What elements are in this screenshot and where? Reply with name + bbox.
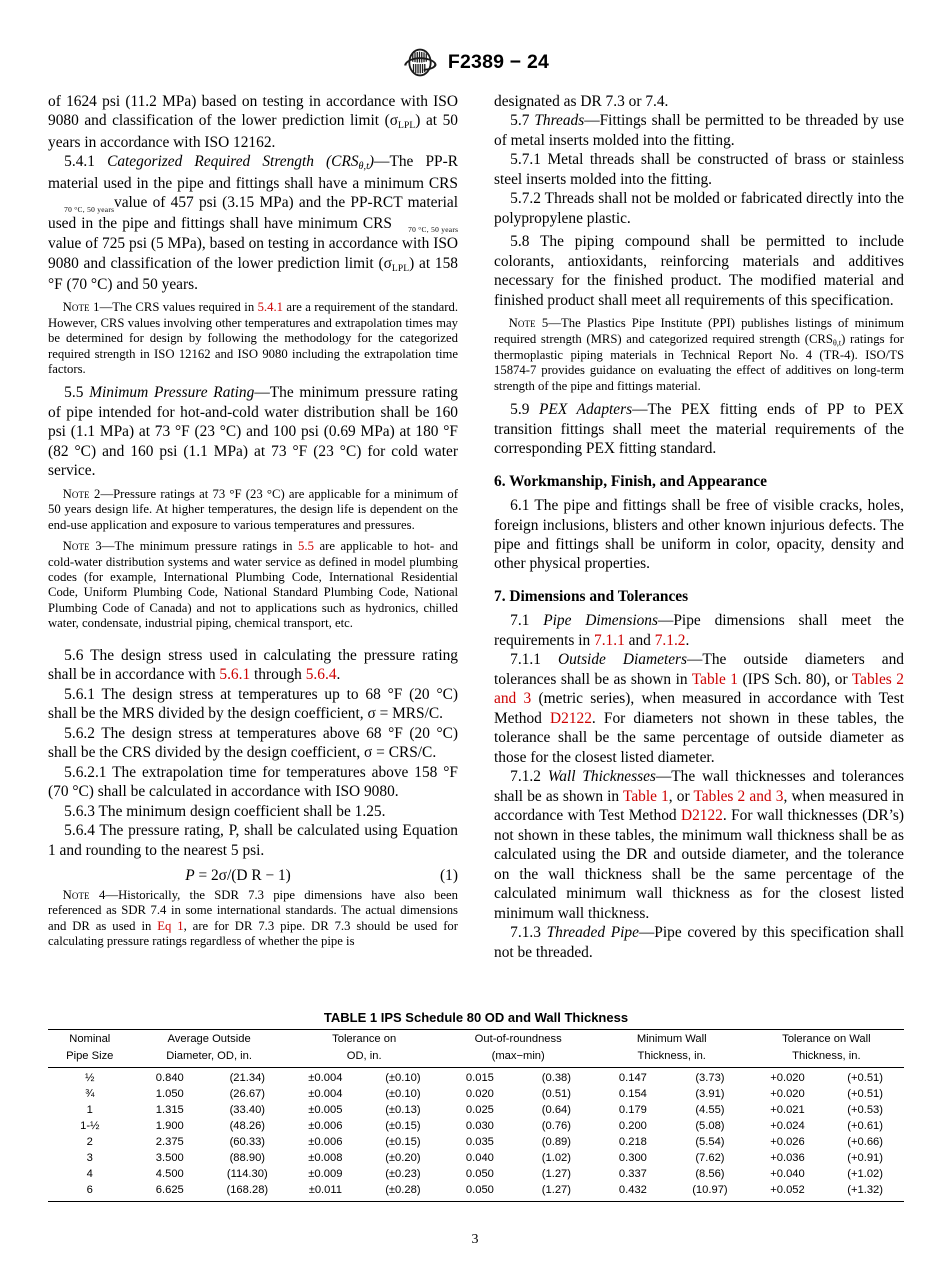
- cell-od-in: 0.840: [155, 1072, 184, 1085]
- cell-nominal: 1-½: [80, 1120, 100, 1133]
- cell-tol-od-in: ±0.011: [287, 1183, 364, 1202]
- section-text-a: —The wall thicknesses and tolerances shall be as shown in: [494, 768, 904, 805]
- cell-tol-wall-mm: (+0.51): [847, 1072, 883, 1085]
- section-number: 5.9: [510, 401, 530, 419]
- standard-designation: F2389 − 24: [447, 50, 550, 73]
- cell-wall-in: 0.432: [595, 1183, 671, 1202]
- section-5-6-4: [48, 821, 458, 860]
- section-text: —Pipe covered by this specification shall not be threaded.: [494, 924, 904, 961]
- equation-body: [48, 867, 428, 885]
- table-header-row-line1: [48, 1030, 904, 1049]
- cell-oor-mm: (0.64): [541, 1104, 572, 1117]
- paragraph-continued: of 1624 psi (11.2 MPa) based on testing in accordance with ISO 9080 and classification of the lower prediction limit $(\sigma_{LPL})$ at 50 years in accordance with ISO 12162.: [48, 93, 458, 151]
- cell-tol-od-mm: (±0.10): [385, 1072, 421, 1085]
- section-number: 5.6: [64, 646, 84, 664]
- section-text-c: value of 725 psi (5 MPa), based on testing in accordance with ISO 9080 and classification of the lower prediction limit $(\sigma_{LPL})$ at 158 °F (70 °C) and 50 years.: [48, 235, 459, 293]
- cell-nominal: 6: [48, 1183, 132, 1202]
- section-text-c: .: [685, 631, 690, 649]
- section-text-d: . For diameters not shown in these tables, the tolerance shall be the same percentage of outside diameter as those for the closest listed diameter.: [494, 709, 904, 766]
- section-number: 7.1: [510, 612, 530, 630]
- section-number: 5.8: [510, 233, 530, 251]
- section-title: Wall Thicknesses: [547, 768, 656, 786]
- cell-tol-od-mm: (±0.15): [385, 1120, 421, 1133]
- section-text-b: through: [250, 666, 306, 684]
- note-subscript: θ,t: [832, 338, 842, 348]
- cell-wall-mm: (5.54): [695, 1136, 725, 1149]
- section-5-6-1: [48, 685, 458, 724]
- cell-tol-wall-mm: (+0.66): [847, 1136, 883, 1149]
- crs-subscript-2: 70 °C, 50 years: [408, 224, 459, 234]
- cell-wall-mm: (5.08): [695, 1120, 725, 1133]
- note-5: [494, 316, 904, 394]
- cell-tol-od-mm: (±0.28): [364, 1183, 442, 1202]
- section-5-5: [48, 383, 458, 480]
- section-text-b: (IPS Sch. 80), or: [738, 670, 852, 688]
- cell-od-mm: (21.34): [229, 1072, 266, 1085]
- section-text-b: , or: [668, 787, 694, 805]
- cell-wall-mm: (10.97): [671, 1183, 749, 1202]
- equation-rhs: = 2σ/(D R − 1): [198, 867, 291, 885]
- section-5-4-1: [48, 152, 458, 294]
- cell-od-mm: (60.33): [229, 1136, 266, 1149]
- note-label: Note 1: [62, 300, 100, 315]
- th-min-wall-l1: Minimum Wall: [595, 1030, 749, 1049]
- cell-tol-wall-in: +0.020: [770, 1072, 805, 1085]
- cell-od-in: 4.500: [155, 1168, 184, 1181]
- xref-table-1[interactable]: Table 1: [691, 670, 738, 688]
- heading-section-7: 7. Dimensions and Tolerances: [494, 587, 689, 605]
- xref-7-1-2[interactable]: 7.1.2: [654, 631, 686, 649]
- section-5-6: [48, 646, 458, 685]
- heading-section-6: 6. Workmanship, Finish, and Appearance: [494, 472, 767, 490]
- section-text-a: —The PP-R material used in the pipe and fittings shall have a minimum CRS: [48, 153, 458, 192]
- page-number: 3: [471, 1232, 479, 1247]
- section-number: 5.6.1: [64, 685, 95, 703]
- cell-tol-wall-in: +0.024: [770, 1120, 805, 1133]
- cell-tol-wall-in: +0.036: [770, 1152, 805, 1165]
- cell-od-in: 1.315: [155, 1104, 184, 1117]
- cell-oor-mm: (0.89): [541, 1136, 572, 1149]
- section-5-9: [494, 400, 904, 458]
- cell-oor-mm: (1.27): [541, 1168, 572, 1181]
- section-number: 5.7: [510, 112, 530, 130]
- cell-tol-wall-in: +0.040: [770, 1168, 805, 1181]
- cell-tol-od-mm: (±0.15): [385, 1136, 421, 1149]
- section-text-c: .: [336, 666, 341, 684]
- section-text-a: The design stress used in calculating the pressure rating shall be in accordance with: [48, 646, 458, 684]
- cell-tol-od-in: ±0.009: [308, 1168, 343, 1181]
- cell-nominal: 1: [86, 1104, 93, 1117]
- cell-tol-wall-mm: (+0.51): [847, 1088, 883, 1101]
- section-text: The piping compound shall be permitted to include colorants, antioxidants, reinforcing materials and additives necessary for the finished product. The modified material and finished product shall meet all requirements of this specification.: [494, 233, 904, 309]
- table-1: [48, 1029, 904, 1202]
- xref-tables-2-and-3[interactable]: Tables 2 and 3: [693, 787, 784, 805]
- th-nominal-l1: Nominal: [48, 1030, 132, 1049]
- section-7-1-1: [494, 650, 904, 767]
- section-text-a: —The outside diameters and tolerances shall be as shown in: [494, 651, 904, 688]
- cell-oor-in: 0.035: [465, 1136, 494, 1149]
- cell-tol-wall-in: +0.026: [770, 1136, 805, 1149]
- table-row: [48, 1087, 904, 1103]
- table-1-body: [48, 1068, 904, 1202]
- cell-oor-in: 0.025: [465, 1104, 494, 1117]
- table-1-title: TABLE 1 IPS Schedule 80 OD and Wall Thickness: [323, 1010, 629, 1025]
- xref-5-6-4[interactable]: 5.6.4: [305, 666, 337, 684]
- table-row: [48, 1119, 904, 1135]
- note-label: Note 3: [62, 539, 102, 554]
- section-title: Threaded Pipe: [546, 924, 639, 942]
- cell-oor-in: 0.050: [465, 1168, 494, 1181]
- cell-tol-od-mm: (±0.20): [385, 1152, 421, 1165]
- right-column: [494, 92, 904, 962]
- note-text-b: , are for DR 7.3 pipe. DR 7.3 should be used for calculating pressure ratings regardless of whether the pipe is: [48, 918, 458, 949]
- note-text-a: —The minimum pressure ratings in: [101, 539, 299, 554]
- cell-tol-wall-mm: (+0.91): [847, 1152, 883, 1165]
- table-row: [48, 1135, 904, 1151]
- cell-tol-od-in: ±0.008: [308, 1152, 343, 1165]
- cell-oor-mm: (0.51): [541, 1088, 572, 1101]
- section-5-7: [494, 111, 904, 150]
- th-oor-l2: (max−min): [442, 1049, 595, 1068]
- xref-5-6-1[interactable]: 5.6.1: [219, 666, 251, 684]
- paragraph-continued: designated as DR 7.3 or 7.4.: [494, 93, 669, 110]
- cell-wall-mm: (7.62): [695, 1152, 725, 1165]
- th-avg-od-l2: Diameter, OD, in.: [132, 1049, 287, 1068]
- cell-tol-od-mm: (±0.23): [385, 1168, 421, 1181]
- cell-nominal: ½: [85, 1072, 95, 1085]
- section-title: Threads: [534, 112, 585, 130]
- note-text: —Pressure ratings at 73 °F (23 °C) are applicable for a minimum of 50 years design life. At higher temperatures, the design life is dependent on the end-use application and exposure to various temperatures and pressures.: [48, 486, 459, 532]
- section-5-8: [494, 232, 904, 310]
- section-7-1-2: [494, 767, 904, 923]
- section-5-7-1: [494, 150, 904, 189]
- cell-od-mm: (168.28): [208, 1183, 287, 1202]
- note-2: [48, 487, 458, 533]
- section-7-1: [494, 611, 904, 650]
- cell-wall-in: 0.147: [618, 1072, 647, 1085]
- section-text-c: , when measured in accordance with Test Method: [494, 787, 904, 825]
- cell-nominal: 4: [86, 1168, 93, 1181]
- cell-nominal: ¾: [85, 1088, 95, 1101]
- cell-oor-mm: (0.76): [541, 1120, 572, 1133]
- note-3: [48, 539, 458, 632]
- note-text-a: —The Plastics Pipe Institute (PPI) publishes listings of minimum required strength (MRS) and categorized required strength (CRS: [494, 316, 904, 346]
- xref-table-1[interactable]: Table 1: [623, 787, 669, 805]
- cell-tol-wall-in: +0.021: [770, 1104, 805, 1117]
- section-text: The design stress at temperatures up to 68 °F (20 °C) shall be the MRS divided by the design coefficient, σ = MRS/C.: [48, 685, 458, 723]
- cell-oor-mm: (1.02): [541, 1152, 572, 1165]
- th-tol-wall-l1: Tolerance on Wall: [749, 1030, 904, 1049]
- note-text-b: ) ratings for thermoplastic piping materials in Technical Report No. 4 (TR-4). ISO/TS 15874-7 provides guidance on evaluating the effect of additives on long-term strength of the pipe and fittings material.: [494, 331, 904, 393]
- cell-od-in: 1.050: [155, 1088, 184, 1101]
- section-text: The pressure rating, P, shall be calculated using Equation 1 and rounding to the nearest 5 psi.: [48, 822, 458, 859]
- cell-wall-in: 0.179: [618, 1104, 647, 1117]
- th-tol-od-l2: OD, in.: [287, 1049, 442, 1068]
- cell-od-mm: (48.26): [229, 1120, 266, 1133]
- note-label: Note 2: [62, 486, 101, 501]
- section-text: —The PEX fitting ends of PP to PEX transition fittings shall meet the material requirements of the corresponding PEX fitting standard.: [494, 401, 904, 458]
- cell-tol-od-in: ±0.006: [308, 1120, 343, 1133]
- section-title: Categorized Required Strength (CRSθ,t): [107, 153, 375, 173]
- section-text-d: . For wall thicknesses (DR’s) not shown in these tables, the minimum wall thickness shall be as calculated using the DR and outside diameter, and the tolerance on the wall thickness shall be the same percentage of the calculated minimum wall thickness as for the closest listed minimum wall thickness.: [494, 807, 904, 922]
- table-1-head: [48, 1030, 904, 1068]
- table-row: [48, 1167, 904, 1183]
- th-tol-wall-l2: Thickness, in.: [749, 1049, 904, 1068]
- cell-oor-in: 0.030: [465, 1120, 494, 1133]
- note-text-b: are a requirement of the standard. However, CRS values involving other temperatures and extrapolation times may be determined for design by following the methodology for the categorized required strength in ISO 12162 and ISO 9080 including the extrapolation time factors.: [48, 300, 459, 377]
- section-text: The design stress at temperatures above 68 °F (20 °C) shall be the CRS divided by the design coefficient, σ = CRS/C.: [48, 724, 458, 762]
- section-text: The minimum design coefficient shall be 1.25.: [94, 802, 386, 820]
- section-number: 5.7.2: [510, 190, 541, 208]
- cell-tol-wall-mm: (+1.02): [847, 1168, 883, 1181]
- th-tol-od-l1: Tolerance on: [287, 1030, 442, 1049]
- section-text: Metal threads shall be constructed of brass or stainless steel inserts molded into the fitting.: [494, 151, 904, 188]
- page-header: [0, 46, 950, 79]
- note-text-b: are applicable to hot- and cold-water distribution systems and water service as defined in model plumbing codes (for example, International Plumbing Code, International Residential Code, Uniform Plumbing Code, National Standard Plumbing Code, National Plumbing Code of Canada) and not to applications such as hydronics, chilled water, condensate, industrial piping, chemical transport, etc.: [48, 539, 458, 631]
- cell-tol-od-in: ±0.004: [308, 1088, 343, 1101]
- section-text: The pipe and fittings shall be free of visible cracks, holes, foreign inclusions, blisters and other known injurious defects. The pipe and fittings shall be uniform in color, opacity, density and other physical properties.: [494, 497, 904, 573]
- section-title: Minimum Pressure Rating: [89, 384, 255, 402]
- cell-tol-od-mm: (±0.10): [385, 1088, 421, 1101]
- section-title: Outside Diameters: [557, 651, 688, 669]
- section-number: 5.6.2.1: [64, 763, 107, 781]
- section-7-1-3: [494, 923, 904, 962]
- note-text-a: —Historically, the SDR 7.3 pipe dimensions have also been referenced as SDR 7.4 in some international standards. The actual dimensions and DR as used in: [48, 888, 458, 933]
- section-text: Threads shall not be molded or fabricated directly into the polypropylene plastic.: [494, 190, 904, 227]
- cell-od-mm: (114.30): [226, 1168, 268, 1181]
- cell-tol-od-in: ±0.005: [308, 1104, 343, 1117]
- section-text: The extrapolation time for temperatures above 158 °F (70 °C) shall be calculated in accordance with ISO 9080.: [48, 763, 458, 801]
- section-number: 5.6.4: [64, 822, 95, 840]
- note-1: [48, 300, 458, 377]
- cell-nominal: 3: [86, 1152, 93, 1165]
- cell-tol-od-in: ±0.004: [308, 1072, 343, 1085]
- section-number: 7.1.2: [510, 768, 541, 786]
- note-text-a: —The CRS values required in: [99, 300, 258, 315]
- section-title: PEX Adapters: [539, 401, 633, 419]
- section-number: 7.1.3: [510, 924, 541, 942]
- table-row: [48, 1068, 904, 1087]
- cell-tol-wall-mm: (+0.61): [847, 1120, 883, 1133]
- table-header-row-line2: [48, 1049, 904, 1068]
- cell-wall-mm: (3.73): [695, 1072, 725, 1085]
- section-title: Pipe Dimensions: [543, 612, 658, 630]
- section-number: 5.6.2: [64, 724, 95, 742]
- equation-lhs: P: [185, 867, 195, 885]
- xref-eq-1[interactable]: Eq 1: [157, 918, 184, 933]
- section-text-a: —Pipe dimensions shall meet the requirements in: [494, 612, 904, 649]
- note-label: Note 5: [508, 316, 549, 331]
- cell-nominal: 2: [86, 1136, 93, 1149]
- astm-logo-icon: [401, 46, 439, 79]
- table-row: [48, 1103, 904, 1119]
- section-text-b: and: [624, 631, 655, 649]
- section-text-b: value of 457 psi (3.15 MPa) and the PP-RCT material used in the pipe and fittings shall have minimum CRS: [48, 194, 458, 232]
- cell-od-mm: (88.90): [229, 1152, 266, 1165]
- th-min-wall-l2: Thickness, in.: [595, 1049, 749, 1068]
- cell-tol-od-in: ±0.006: [308, 1136, 343, 1149]
- equation-1: [48, 867, 458, 885]
- section-text: —Fittings shall be permitted to be threaded by use of metal inserts molded into the fitting.: [494, 112, 905, 149]
- xref-7-1-1[interactable]: 7.1.1: [594, 631, 625, 649]
- cell-oor-in: 0.020: [465, 1088, 494, 1101]
- xref-d2122[interactable]: D2122: [550, 709, 592, 727]
- cell-wall-in: 0.218: [618, 1136, 647, 1149]
- cell-oor-in: 0.015: [465, 1072, 494, 1085]
- cell-tol-wall-in: +0.052: [749, 1183, 826, 1202]
- th-oor-l1: Out-of-roundness: [442, 1030, 595, 1049]
- two-column-body: [48, 92, 904, 962]
- page-footer: [0, 1232, 950, 1248]
- cell-oor-mm: (1.27): [518, 1183, 595, 1202]
- cell-wall-in: 0.337: [618, 1168, 647, 1181]
- cell-od-in: 3.500: [155, 1152, 184, 1165]
- section-number: 5.6.3: [64, 802, 95, 820]
- cell-od-mm: (26.67): [229, 1088, 266, 1101]
- cell-wall-in: 0.200: [618, 1120, 647, 1133]
- section-6-1: [494, 496, 904, 574]
- cell-tol-wall-in: +0.020: [770, 1088, 805, 1101]
- section-number: 7.1.1: [510, 651, 541, 669]
- section-text: —The minimum pressure rating of pipe intended for hot-and-cold water distribution shall be 160 psi (1.1 MPa) at 73 °F (23 °C) and 100 psi (0.69 MPa) at 180 °F (82 °C) and 160 psi (1.1 MPa) at 73 °F (23 °C) for cold water service.: [48, 384, 458, 480]
- section-5-6-2: [48, 724, 458, 763]
- cell-od-in: 2.375: [155, 1136, 184, 1149]
- section-number: 5.5: [64, 384, 84, 402]
- cell-tol-wall-mm: (+0.53): [847, 1104, 883, 1117]
- cell-wall-mm: (8.56): [695, 1168, 725, 1181]
- xref-d2122[interactable]: D2122: [680, 807, 723, 825]
- cell-tol-od-mm: (±0.13): [385, 1104, 421, 1117]
- xref-tables-2-and-3[interactable]: Tables 2 and 3: [494, 670, 904, 708]
- table-row: [48, 1151, 904, 1167]
- cell-oor-in: 0.050: [442, 1183, 518, 1202]
- cell-oor-mm: (0.38): [541, 1072, 572, 1085]
- th-avg-od-l1: Average Outside: [132, 1030, 287, 1049]
- xref-5-5[interactable]: 5.5: [298, 539, 314, 554]
- section-5-7-2: [494, 189, 904, 228]
- cell-od-in: 1.900: [155, 1120, 184, 1133]
- table-1-container: [48, 1010, 904, 1202]
- equation-number: (1): [440, 867, 458, 885]
- section-number: 5.4.1: [64, 153, 95, 171]
- spacer: [48, 638, 458, 646]
- left-column: [48, 92, 458, 962]
- cell-wall-mm: (4.55): [695, 1104, 725, 1117]
- cell-tol-wall-mm: (+1.32): [826, 1183, 904, 1202]
- section-number: 5.7.1: [510, 151, 541, 169]
- note-4: [48, 888, 458, 950]
- cell-od-in: 6.625: [132, 1183, 208, 1202]
- cell-wall-in: 0.154: [618, 1088, 647, 1101]
- table-row: [48, 1183, 904, 1202]
- xref-5-4-1[interactable]: 5.4.1: [257, 300, 283, 315]
- crs-subscript-1: 70 °C, 50 years: [64, 204, 115, 214]
- section-text-c: (metric series), when measured in accordance with Test Method: [494, 690, 905, 727]
- section-5-6-3: [48, 802, 458, 821]
- cell-od-mm: (33.40): [229, 1104, 266, 1117]
- cell-wall-mm: (3.91): [695, 1088, 725, 1101]
- section-5-6-2-1: [48, 763, 458, 802]
- section-number: 6.1: [510, 497, 530, 515]
- note-label: Note 4: [62, 888, 106, 903]
- th-nominal-l2: Pipe Size: [48, 1049, 132, 1068]
- cell-wall-in: 0.300: [618, 1152, 647, 1165]
- cell-oor-in: 0.040: [465, 1152, 494, 1165]
